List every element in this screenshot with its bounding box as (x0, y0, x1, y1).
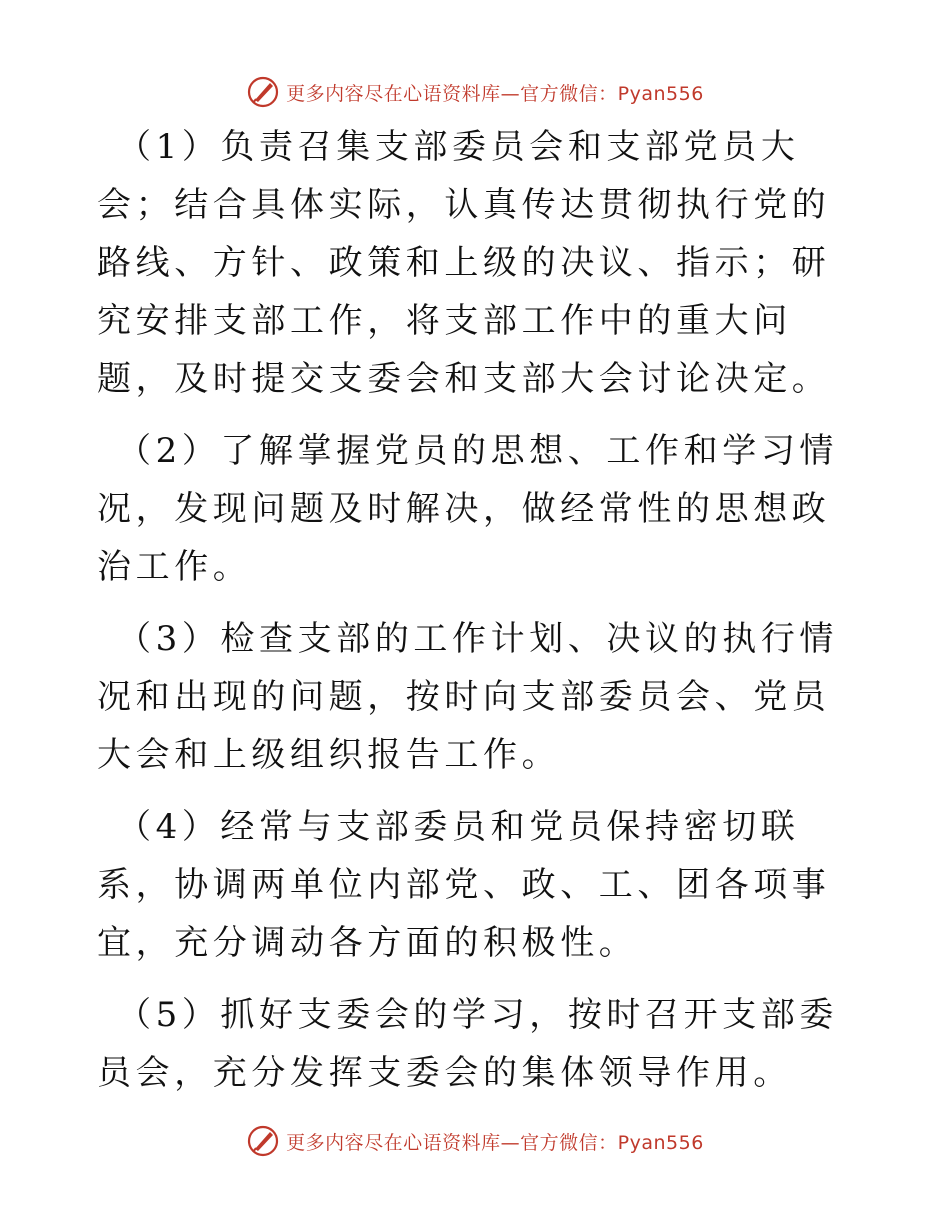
paragraph-4: （4）经常与支部委员和党员保持密切联系，协调两单位内部党、政、工、团各项事宜，充分调动各方面的积极性。 (97, 807, 831, 963)
paragraph-2: （2）了解掌握党员的思想、工作和学习情况，发现问题及时解决，做经常性的思想政治工作。 (97, 431, 839, 587)
paragraph-5: （5）抓好支委会的学习，按时召开支部委员会，充分发挥支委会的集体领导作用。 (97, 995, 839, 1093)
paragraph-3: （3）检查支部的工作计划、决议的执行情况和出现的问题，按时向支部委员会、党员大会和上级组织报告工作。 (97, 619, 839, 775)
quill-seal-icon (246, 1124, 280, 1158)
banner-text: 更多内容尽在心语资料库—官方微信：Pyan556 (286, 1131, 704, 1154)
banner-text: 更多内容尽在心语资料库—官方微信：Pyan556 (286, 82, 704, 105)
footer-banner (0, 1121, 950, 1161)
document-body (97, 118, 853, 1116)
header-banner (0, 72, 950, 112)
quill-seal-icon (246, 75, 280, 109)
paragraph-1: （1）负责召集支部委员会和支部党员大会；结合具体实际，认真传达贯彻执行党的路线、方针、政策和上级的决议、指示；研究安排支部工作，将支部工作中的重大问题，及时提交支委会和支部大会讨论决定。 (97, 127, 831, 399)
